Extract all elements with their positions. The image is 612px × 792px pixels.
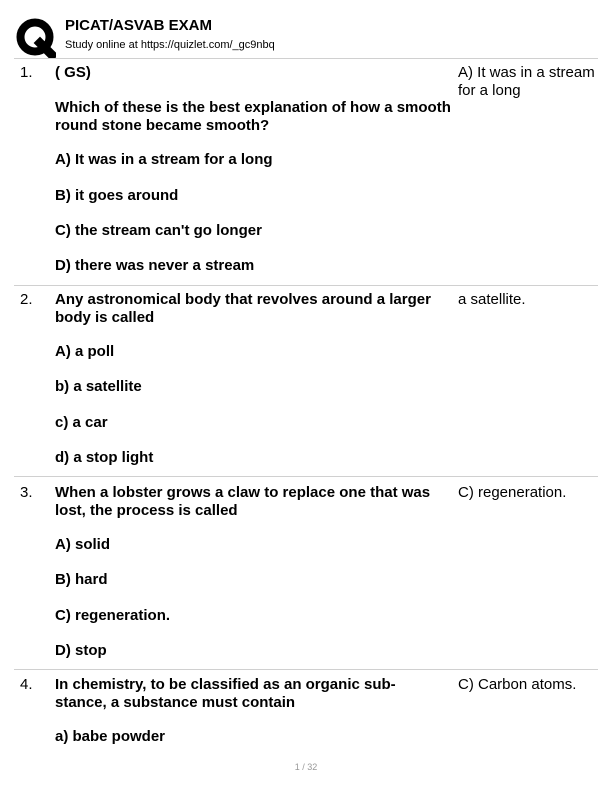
answer: C) Carbon atoms. [458,676,577,693]
question-number: 4. [20,676,33,693]
option: C) regeneration. [55,607,171,624]
divider [14,669,598,670]
divider [14,285,598,286]
answer: a satellite. [458,291,526,308]
question-stem: Which of these is the best explanation of how a smooth round stone became smooth? [55,99,451,134]
option: A) solid [55,536,110,553]
option: c) a car [55,414,108,431]
question-stem: Any astronomical body that revolves around a larger body is called [55,291,431,326]
option: C) the stream can't go longer [55,222,262,239]
page-header [16,14,596,58]
option: D) stop [55,642,107,659]
option: A) a poll [55,343,115,360]
page-number: 1 / 32 [294,762,318,772]
question-number: 3. [20,484,33,501]
option: B) hard [55,571,108,588]
question-number: 2. [20,291,33,308]
divider [14,58,598,59]
option: B) it goes around [55,187,179,204]
answer: A) It was in a stream for a long [458,64,595,99]
quizlet-q-logo [16,18,56,58]
option: d) a stop light [55,449,154,466]
option: A) It was in a stream for a long [55,151,273,168]
question-tag: ( GS) [55,64,91,81]
option: b) a satellite [55,378,142,395]
question-stem: In chemistry, to be classified as an organic sub-stance, a substance must contain [55,676,396,711]
question-stem: When a lobster grows a claw to replace one that was lost, the process is called [55,484,431,519]
question-number: 1. [20,64,33,81]
document-title: PICAT/ASVAB EXAM [65,17,212,34]
study-link: Study online at https://quizlet.com/_gc9nbq [65,39,275,51]
option: D) there was never a stream [55,257,255,274]
option: a) babe powder [55,728,166,745]
answer: C) regeneration. [458,484,567,501]
divider [14,476,598,477]
